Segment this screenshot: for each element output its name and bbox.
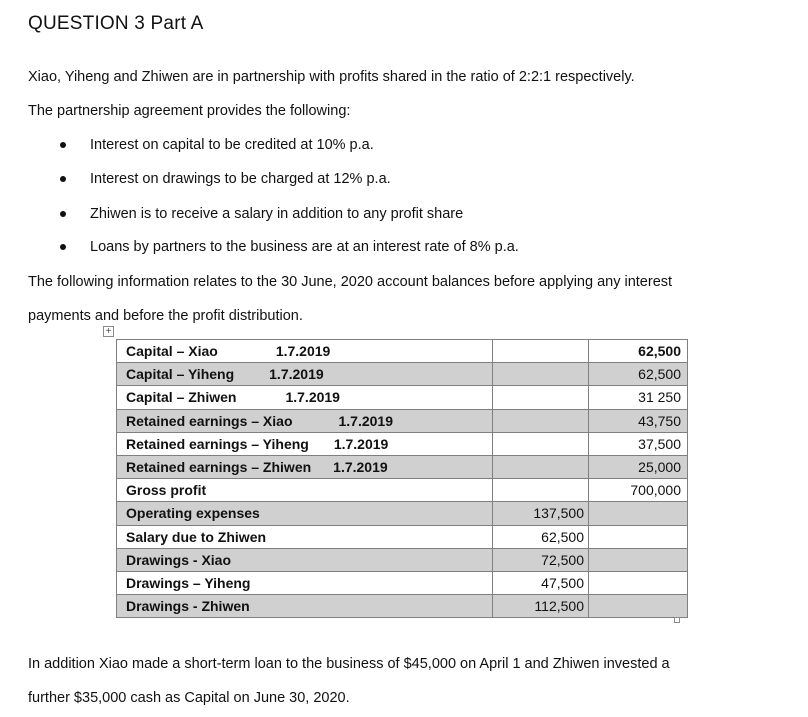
provision-text: Loans by partners to the business are at an interest rate of 8% p.a.	[90, 239, 519, 255]
account-cell	[117, 432, 493, 455]
debit-cell	[493, 386, 589, 409]
account-cell	[117, 409, 493, 432]
account-date: 1.7.2019	[338, 412, 393, 429]
provision-text: Interest on capital to be credited at 10% p.a.	[90, 137, 374, 153]
debit-cell	[493, 409, 589, 432]
table-row	[117, 502, 688, 525]
credit-cell: 62,500	[589, 363, 688, 386]
balances-table	[116, 339, 688, 618]
account-label: Drawings - Zhiwen	[126, 598, 250, 615]
table-row	[117, 571, 688, 594]
bullet-icon	[60, 244, 66, 250]
account-label: Retained earnings – Xiao	[126, 412, 293, 429]
account-label: Drawings – Yiheng	[126, 574, 251, 591]
provision-item	[58, 239, 519, 255]
debit-cell	[493, 455, 589, 478]
credit-cell: 37,500	[589, 432, 688, 455]
debit-cell: 137,500	[493, 502, 589, 525]
account-cell	[117, 386, 493, 409]
info-text-line1: The following information relates to the 30 June, 2020 account balances before applying any interest	[28, 274, 673, 290]
table-row	[117, 525, 688, 548]
agreement-intro-text: The partnership agreement provides the following:	[28, 103, 351, 119]
account-cell	[117, 363, 493, 386]
account-cell	[117, 502, 493, 525]
table-row	[117, 340, 688, 363]
table-row	[117, 409, 688, 432]
provision-item	[58, 206, 463, 222]
table-move-handle-icon[interactable]: +	[103, 326, 114, 337]
account-cell	[117, 595, 493, 618]
credit-cell: 31 250	[589, 386, 688, 409]
table-row	[117, 548, 688, 571]
account-label: Operating expenses	[126, 505, 260, 522]
bullet-icon	[60, 142, 66, 148]
info-text-line2: payments and before the profit distribution.	[28, 308, 303, 324]
account-label: Capital – Yiheng	[126, 366, 235, 383]
account-label: Retained earnings – Yiheng	[126, 435, 309, 452]
credit-cell	[589, 595, 688, 618]
debit-cell: 62,500	[493, 525, 589, 548]
credit-cell: 25,000	[589, 455, 688, 478]
account-label: Capital – Xiao	[126, 343, 218, 360]
credit-cell	[589, 502, 688, 525]
provision-text: Zhiwen is to receive a salary in addition to any profit share	[90, 206, 464, 222]
table-row	[117, 455, 688, 478]
account-date: 1.7.2019	[333, 459, 388, 476]
debit-cell: 47,500	[493, 571, 589, 594]
debit-cell	[493, 432, 589, 455]
account-cell	[117, 548, 493, 571]
provision-text: Interest on drawings to be charged at 12% p.a.	[90, 171, 391, 187]
debit-cell	[493, 363, 589, 386]
bullet-icon	[60, 176, 66, 182]
account-label: Retained earnings – Zhiwen	[126, 459, 312, 476]
account-date: 1.7.2019	[285, 389, 340, 406]
debit-cell: 112,500	[493, 595, 589, 618]
account-date: 1.7.2019	[333, 435, 389, 452]
credit-cell	[589, 571, 688, 594]
table-row	[117, 595, 688, 618]
table-row	[117, 386, 688, 409]
credit-cell	[589, 525, 688, 548]
intro-text: Xiao, Yiheng and Zhiwen are in partnership with profits shared in the ratio of 2:2:1 respectively.	[28, 69, 635, 85]
table-row	[117, 432, 688, 455]
account-label: Salary due to Zhiwen	[126, 528, 267, 545]
table-resize-handle-icon[interactable]	[674, 617, 680, 623]
account-cell	[117, 455, 493, 478]
account-date: 1.7.2019	[275, 343, 331, 360]
debit-cell	[493, 340, 589, 363]
account-label: Gross profit	[126, 482, 207, 499]
credit-cell	[589, 548, 688, 571]
account-date: 1.7.2019	[269, 366, 324, 383]
debit-cell: 72,500	[493, 548, 589, 571]
provision-item	[58, 171, 391, 187]
account-label: Capital – Zhiwen	[126, 389, 237, 406]
credit-cell: 700,000	[589, 479, 688, 502]
account-cell	[117, 525, 493, 548]
closing-text-line1: In addition Xiao made a short-term loan to the business of $45,000 on April 1 and Zhiwen invested a	[28, 656, 670, 672]
table-row	[117, 479, 688, 502]
credit-cell: 43,750	[589, 409, 688, 432]
table-row	[117, 363, 688, 386]
bullet-icon	[60, 211, 66, 217]
account-label: Drawings - Xiao	[126, 551, 232, 568]
provision-item	[58, 137, 374, 153]
account-cell	[117, 571, 493, 594]
debit-cell	[493, 479, 589, 502]
question-heading: QUESTION 3 Part A	[28, 13, 204, 34]
credit-cell: 62,500	[589, 340, 688, 363]
account-cell	[117, 340, 493, 363]
closing-text-line2: further $35,000 cash as Capital on June 30, 2020.	[28, 690, 350, 706]
account-cell	[117, 479, 493, 502]
